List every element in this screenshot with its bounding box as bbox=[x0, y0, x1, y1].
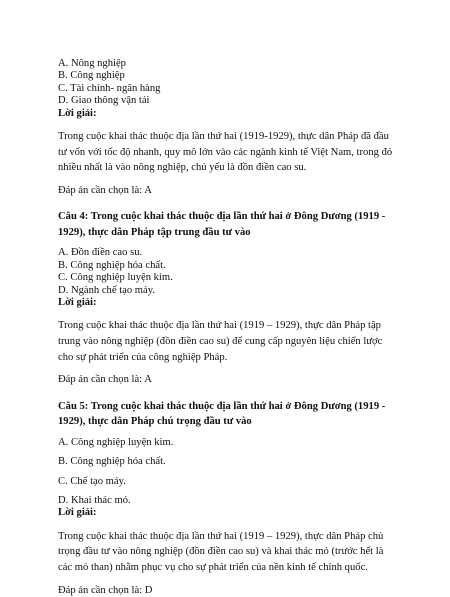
option-c: C. Tài chính- ngân hàng bbox=[58, 82, 161, 94]
answer: Đáp án cần chọn là: A bbox=[58, 374, 152, 386]
option-d: D. Khai thác mỏ. bbox=[58, 495, 131, 507]
question-title: Câu 4: Trong cuộc khai thác thuộc địa lần thứ hai ở Đông Dương (1919 - 1929), thực dân Pháp tập trung đầu tư vào bbox=[58, 211, 386, 238]
option-b: B. Công nghiệp hóa chất. bbox=[58, 259, 166, 271]
document-page bbox=[58, 58, 398, 597]
option-c: C. Chế tạo máy. bbox=[58, 475, 126, 487]
solution-label: Lời giải: bbox=[58, 507, 97, 519]
answer: Đáp án cần chọn là: A bbox=[58, 184, 152, 196]
option-c: C. Công nghiệp luyện kim. bbox=[58, 272, 173, 284]
option-d: D. Giao thông vận tải bbox=[58, 95, 150, 107]
explanation: Trong cuộc khai thác thuộc địa lần thứ hai (1919-1929), thực dân Pháp đã đầu tư vốn với tốc độ nhanh, quy mô lớn vào các ngành kinh tế Việt Nam, trong đó nhiều nhất là vào nông nghiệp, chủ yếu là đồn điền cao su. bbox=[58, 131, 393, 174]
solution-label: Lời giải: bbox=[58, 107, 97, 119]
question-title: Câu 5: Trong cuộc khai thác thuộc địa lần thứ hai ở Đông Dương (1919 - 1929), thực dân Pháp chú trọng đầu tư vào bbox=[58, 400, 386, 428]
option-a: A. Công nghiệp luyện kim. bbox=[58, 436, 174, 448]
explanation: Trong cuộc khai thác thuộc địa lần thứ hai (1919 – 1929), thực dân Pháp chủ trọng đầu tư vào nông nghiệp (đồn điền cao su) và khai thác mỏ (trước hết là các mỏ than) nhằm phục vụ cho sự phát triển của nền kinh tế chính quốc. bbox=[58, 530, 384, 574]
answer: Đáp án cần chọn là: D bbox=[58, 584, 153, 596]
option-b: B. Công nghiệp bbox=[58, 70, 125, 82]
option-d: D. Ngành chế tạo máy. bbox=[58, 284, 155, 296]
option-a: A. Nông nghiệp bbox=[58, 58, 126, 69]
solution-label: Lời giải: bbox=[58, 297, 97, 309]
option-b: B. Công nghiệp hóa chất. bbox=[58, 456, 166, 468]
explanation: Trong cuộc khai thác thuộc địa lần thứ hai (1919 – 1929), thực dân Pháp tập trung vào nông nghiệp (đồn điền cao su) để cung cấp nguyên liệu chiến lược cho sự phát triển của công nghiệp Pháp. bbox=[58, 320, 383, 363]
option-a: A. Đồn điền cao su. bbox=[58, 247, 143, 259]
